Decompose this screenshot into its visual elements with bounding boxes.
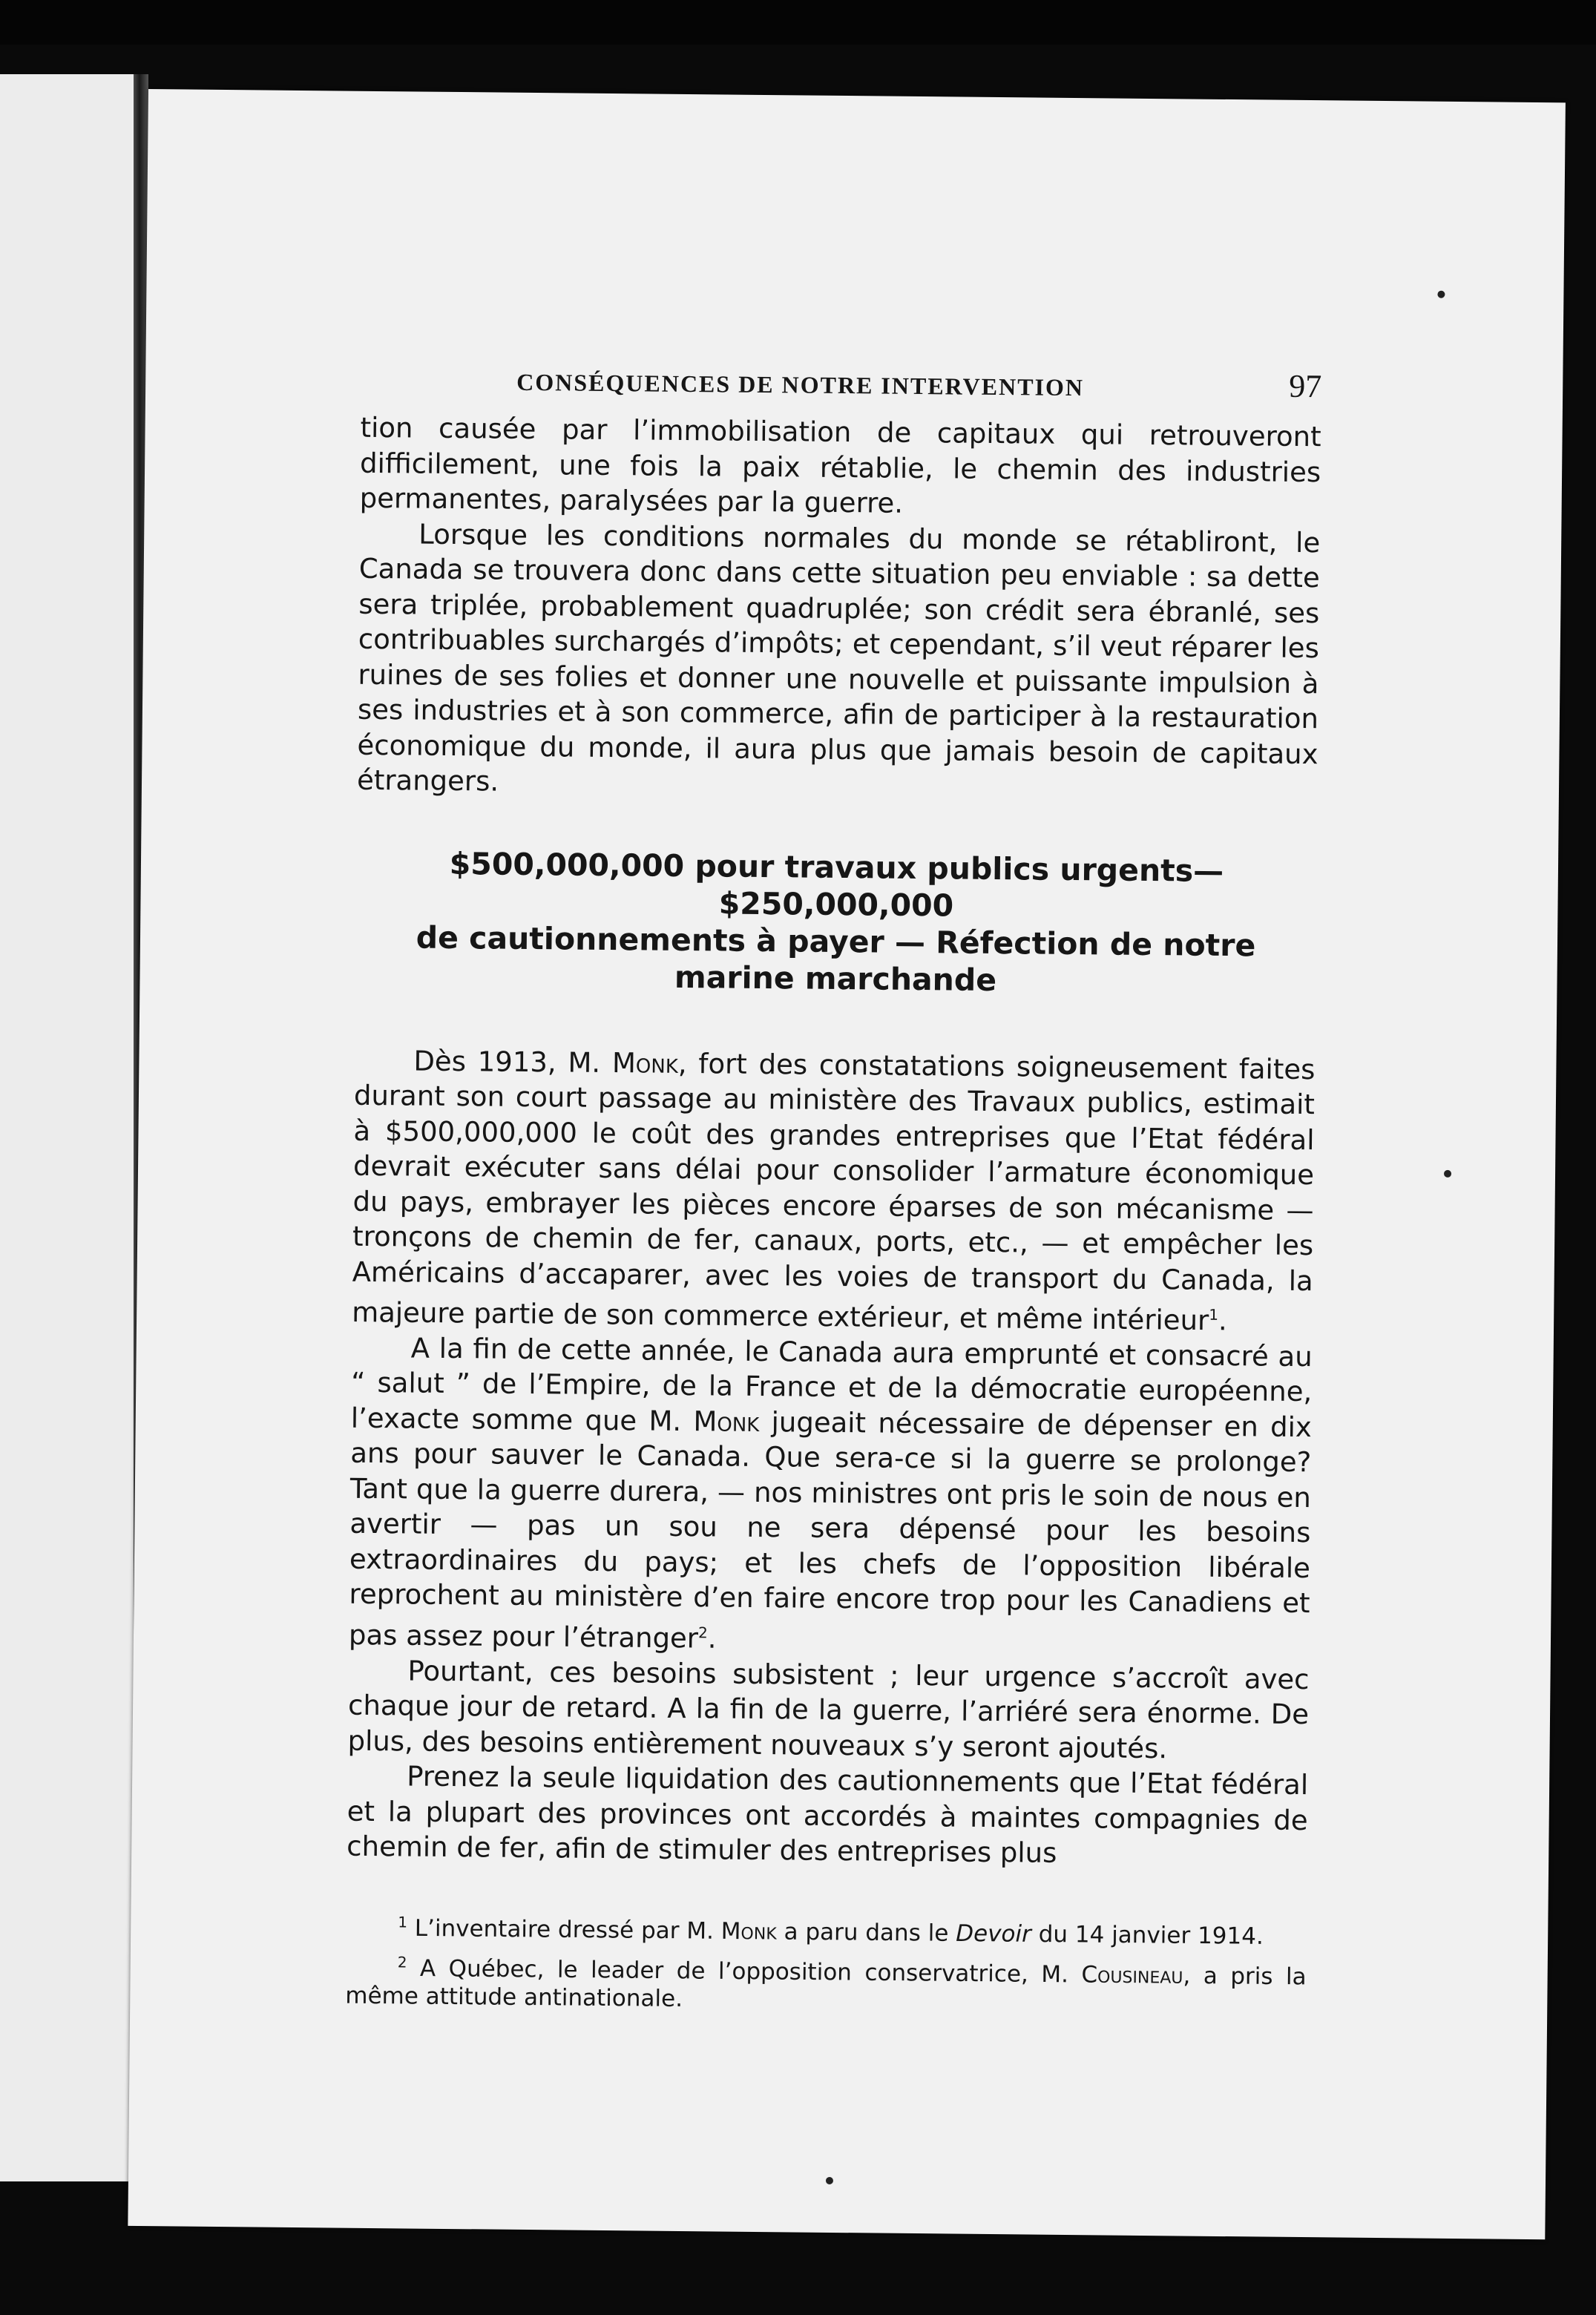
footnote-ref: 1 (1209, 1305, 1219, 1324)
paragraph: Prenez la seule liquidation des cautionnements que l’Etat fédéral et la plupart des provinces ont accordés à maintes compagnies de chemin de fer, afin de stimuler des entreprises plus (347, 1760, 1309, 1870)
footnote (345, 1948, 1307, 2020)
section-heading-line: $500,000,000 pour travaux publics urgents—$250,000,000 (449, 845, 1224, 923)
page-number: 97 (1288, 367, 1322, 405)
paragraph: Lorsque les conditions normales du monde se rétabliront, le Canada se trouvera donc dans cette situation peu enviable : sa dette sera triplée, probablement quadruplée; son crédit sera ébranlé, ses contribuables surchargés d’impôts; et cependant, s’il veut réparer les ruines de ses folies et donner une nouvelle et puissante impulsion à ses industries et à son commerce, afin de participer à la restauration économique du monde, il aura plus que jamais besoin de capitaux étrangers. (356, 518, 1321, 798)
journal-title: Devoir (956, 1920, 1032, 1948)
footnote-number: 1 (398, 1912, 408, 1931)
text-run: Dès 1913, M. (413, 1044, 613, 1079)
person-name: Monk (693, 1405, 760, 1438)
running-title: CONSÉQUENCES DE NOTRE INTERVENTION (516, 368, 1085, 401)
speck-mark (826, 2177, 833, 2184)
text-run: a paru dans le (776, 1918, 956, 1947)
text-run: , fort des constatations soigneusement faites durant son court passage au ministère des Travaux publics, estimait à $500,000,000 le coût des grandes entreprises que l’Etat fédéral devrait exécuter sans délai pour consolider l’armature économique du pays, embrayer les pièces encore éparses de son mécanisme — tronçons de chemin de fer, canaux, ports, etc., — et empêcher les Américains d’accaparer, avec les voies de transport du Canada, la majeure partie de son commerce extérieur, et même intérieur (351, 1047, 1316, 1337)
scan-top-border (0, 0, 1596, 45)
speck-mark (1444, 1170, 1451, 1178)
person-name: Monk (611, 1046, 679, 1080)
speck-mark (1437, 291, 1445, 298)
paragraph: Pourtant, ces besoins subsistent ; leur urgence s’accroît avec chaque jour de retard. A la fin de la guerre, l’arriéré sera énorme. De plus, des besoins entièrement nouveaux s’y seront ajoutés. (347, 1655, 1310, 1764)
text-run: L’inventaire dressé par M. (407, 1914, 721, 1945)
text-run: . (1218, 1304, 1227, 1337)
footnote-ref: 2 (697, 1623, 708, 1642)
text-run: A la fin de cette année, le Canada aura emprunté et consacré au “ salut ” de l’Empire, de la France et de la démocratie européenne, l’exacte somme que M. (350, 1332, 1313, 1437)
section-heading (355, 844, 1317, 1001)
text-run: jugeait nécessaire de dépenser en dix ans pour sauver le Canada. Que sera-ce si la guerre se prolonge? Tant que la guerre durera, — nos ministres ont pris le soin de nous en avertir — pas un sou ne sera dépensé pour les besoins extraordinaires du pays; et les chefs de l’opposition libérale reprochent au ministère d’en faire encore trop pour les Canadiens et pas assez pour l’étranger (348, 1405, 1312, 1655)
running-head (516, 360, 1322, 419)
paragraph (352, 1042, 1316, 1339)
facing-page-edge (0, 74, 145, 2181)
person-name: Cousineau (1081, 1961, 1183, 1989)
footnote-number: 2 (397, 1953, 407, 1971)
person-name: Monk (720, 1917, 777, 1945)
footnote (346, 1907, 1307, 1951)
text-run: du 14 janvier 1914. (1031, 1920, 1264, 1950)
text-run: , a pris la même attitude antinationale. (345, 1962, 1307, 2013)
footnotes (345, 1907, 1307, 2019)
paragraph: tion causée par l’immobilisation de capitaux qui retrouveront difficilement, une fois la paix rétablie, le chemin des industries permanentes, paralysées par la guerre. (359, 411, 1321, 519)
text-run: A Québec, le leader de l’opposition conservatrice, M. (407, 1954, 1082, 1989)
paragraph (349, 1330, 1313, 1662)
section-heading-line: marine marchande (674, 959, 997, 998)
book-page (128, 89, 1566, 2239)
page-content (345, 358, 1321, 2026)
section-heading-line: de cautionnements à payer — Réfection de notre (416, 919, 1256, 963)
text-run: . (707, 1622, 717, 1655)
